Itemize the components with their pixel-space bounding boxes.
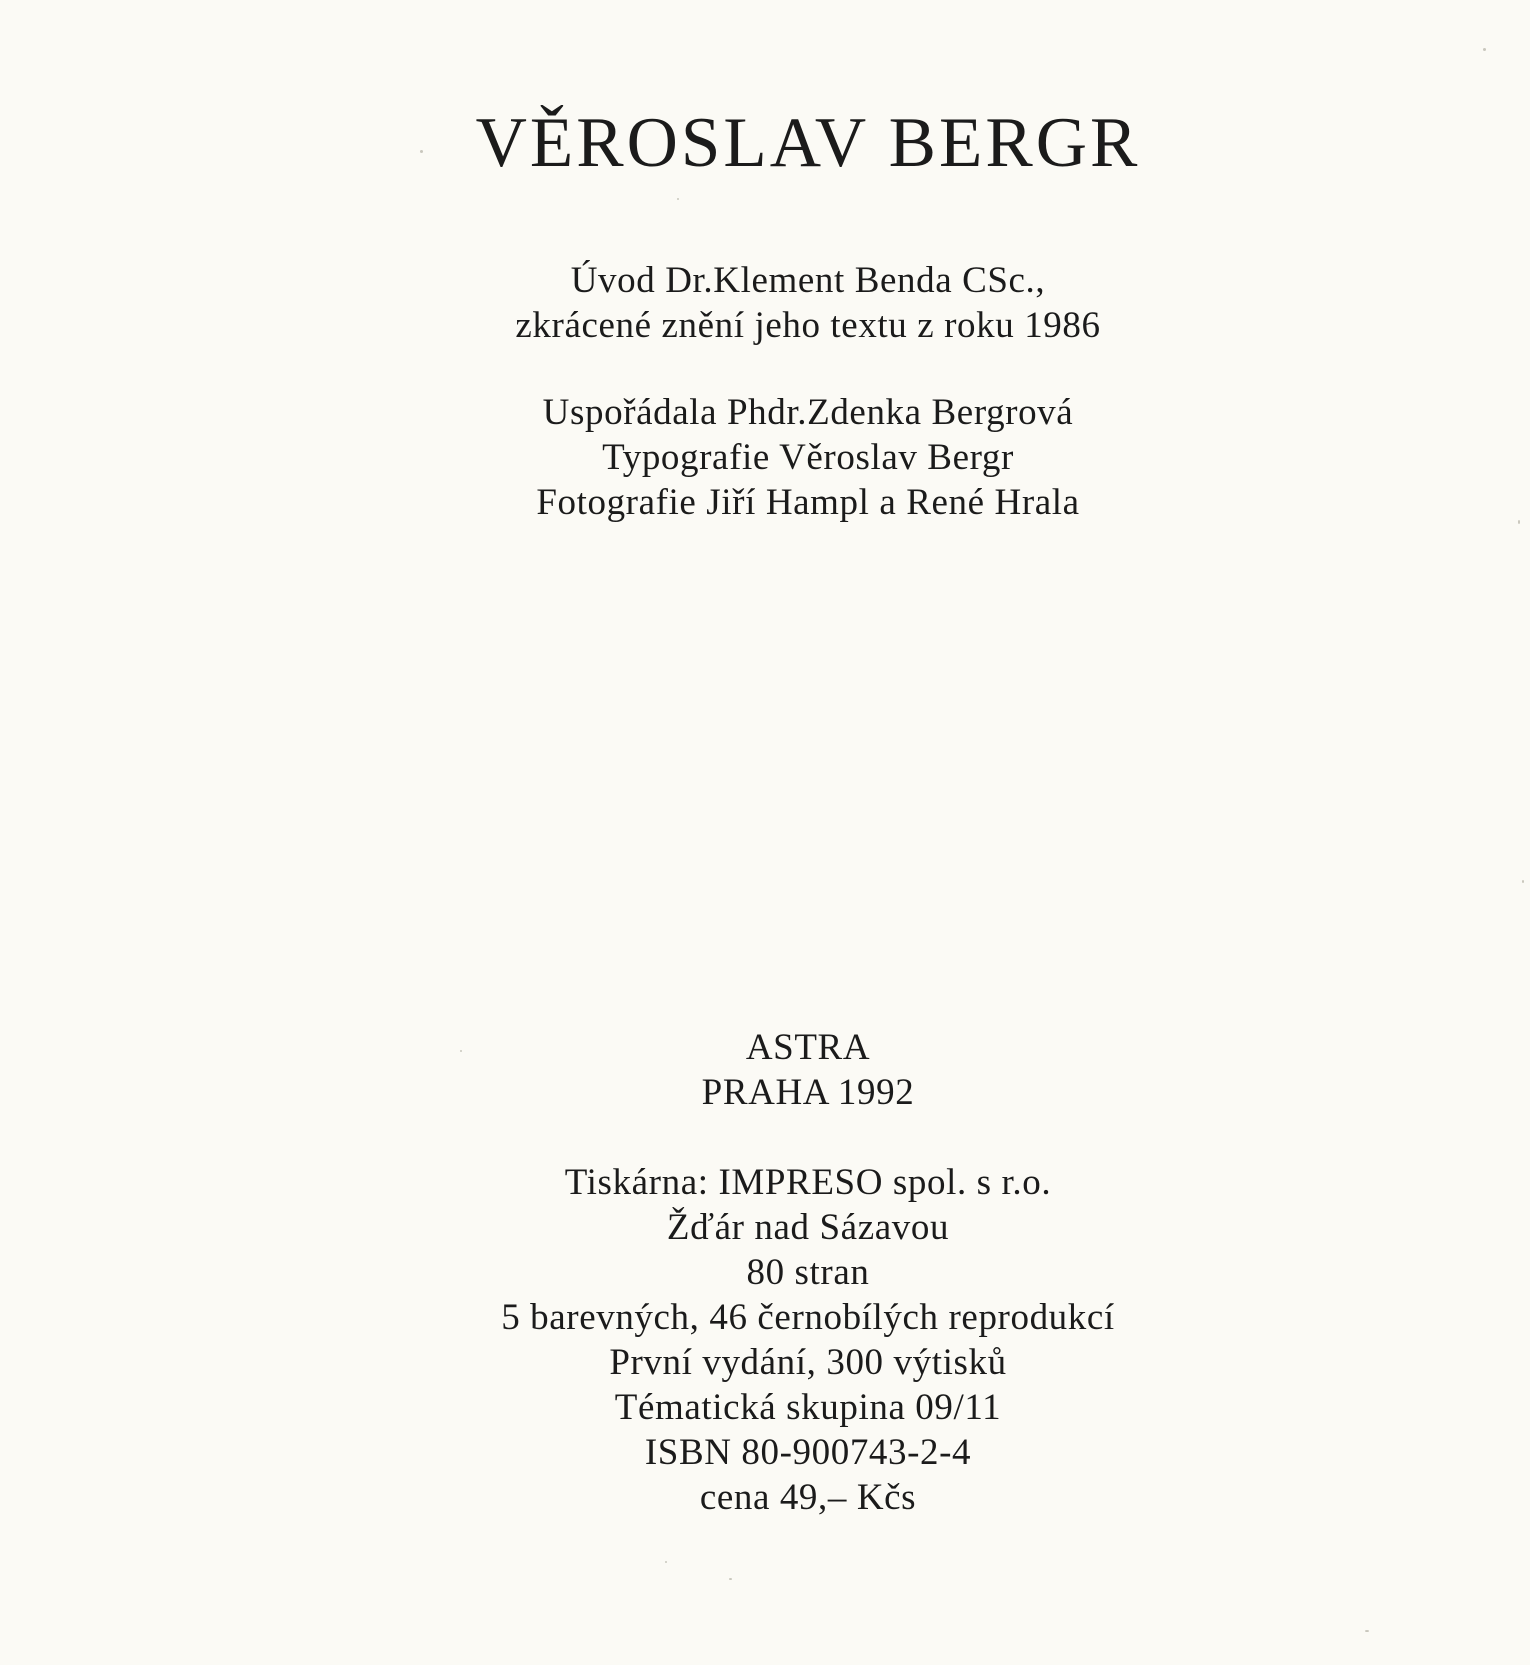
thematic-group: Tématická skupina 09/11 bbox=[614, 1387, 1002, 1428]
book-title: VĚROSLAV BERGR bbox=[475, 104, 1141, 182]
printer-line: Tiskárna: IMPRESO spol. s r.o. bbox=[564, 1162, 1052, 1203]
intro-block bbox=[515, 258, 1100, 348]
print-info-block bbox=[501, 1160, 1115, 1520]
edition-info: První vydání, 300 výtisků bbox=[609, 1342, 1007, 1383]
printer-location: Žďár nad Sázavou bbox=[666, 1207, 950, 1248]
publisher-place-year: PRAHA 1992 bbox=[701, 1072, 915, 1113]
publisher-name: ASTRA bbox=[745, 1027, 871, 1068]
intro-line: zkrácené znění jeho textu z roku 1986 bbox=[515, 305, 1101, 346]
credits-typography: Typografie Věroslav Bergr bbox=[602, 437, 1014, 478]
page-count: 80 stran bbox=[746, 1252, 870, 1293]
reproductions-count: 5 barevných, 46 černobílých reprodukcí bbox=[501, 1297, 1115, 1338]
intro-line: Úvod Dr.Klement Benda CSc., bbox=[570, 260, 1046, 301]
publisher-block bbox=[702, 1025, 915, 1115]
credits-editor: Uspořádala Phdr.Zdenka Bergrová bbox=[542, 392, 1074, 433]
credits-block bbox=[536, 390, 1079, 525]
price: cena 49,– Kčs bbox=[699, 1477, 917, 1518]
isbn: ISBN 80-900743-2-4 bbox=[644, 1432, 972, 1473]
credits-photography: Fotografie Jiří Hampl a René Hrala bbox=[536, 482, 1080, 523]
